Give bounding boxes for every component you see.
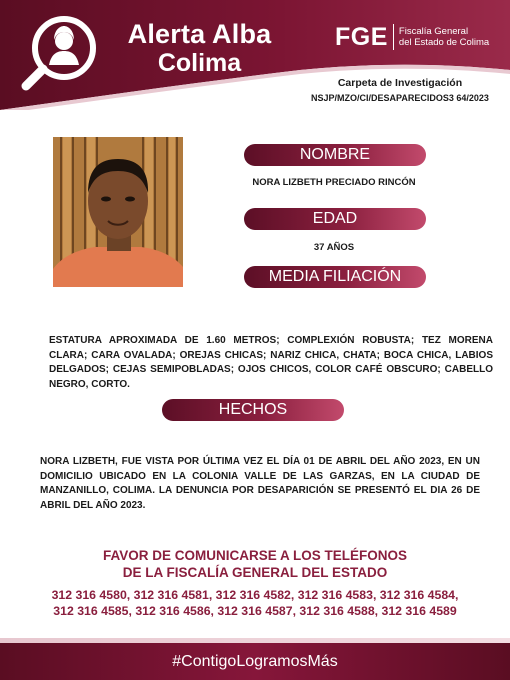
missing-person-photo xyxy=(53,137,183,287)
nombre-heading: NOMBRE xyxy=(244,144,426,166)
footer-hashtag: #ContigoLogramosMás xyxy=(172,653,338,670)
agency-name-line2: del Estado de Colima xyxy=(398,37,490,48)
contact-line1: FAVOR DE COMUNICARSE A LOS TELÉFONOS xyxy=(102,548,407,563)
person-age: 37 AÑOS xyxy=(313,242,355,253)
alert-title: Alerta Alba xyxy=(127,19,272,49)
person-name: NORA LIZBETH PRECIADO RINCÓN xyxy=(252,177,416,188)
agency-name xyxy=(399,26,499,48)
footer-bar xyxy=(0,643,510,680)
hechos-text: NORA LIZBETH, FUE VISTA POR ÚLTIMA VEZ EL DÍA 01 DE ABRIL DEL AÑO 2023, EN UN DOMICILIO UBICADO EN LA COLONIA VALLE DE LAS GARZAS, EN LA CIUDAD DE MANZANILLO, COLIMA. LA DENUNCIA POR DESAPARICIÓN SE PRESENTÓ EL DIA 26 DE ABRIL DEL AÑO 2023. xyxy=(40,456,480,511)
edad-heading: EDAD xyxy=(244,208,426,230)
magnifier-person-icon xyxy=(18,10,102,94)
agency-divider xyxy=(393,24,394,50)
case-label: Carpeta de Investigación xyxy=(337,77,463,89)
case-info xyxy=(290,76,510,105)
media-filiacion-heading: MEDIA FILIACIÓN xyxy=(244,266,426,288)
case-number: NSJP/MZO/CI/DESAPARECIDOS3 64/2023 xyxy=(311,93,489,103)
agency-logo xyxy=(335,24,499,50)
agency-name-line1: Fiscalía General xyxy=(398,26,469,37)
alert-subtitle: Colima xyxy=(157,49,242,77)
hechos-heading: HECHOS xyxy=(162,399,344,421)
contact-line2: DE LA FISCALÍA GENERAL DEL ESTADO xyxy=(122,565,388,580)
phone-list: 312 316 4580, 312 316 4581, 312 316 4582, 312 316 4583, 312 316 4584, 312 316 4585, 312 316 4586, 312 316 4587, 312 316 4588, 312 316 4589 xyxy=(51,588,459,618)
contact-instructions xyxy=(80,547,430,581)
agency-abbr: FGE xyxy=(335,23,388,51)
media-filiacion-text: ESTATURA APROXIMADA DE 1.60 METROS; COMPLEXIÓN ROBUSTA; TEZ MORENA CLARA; CARA OVALADA; OREJAS CHICAS; NARIZ CHICA, CHATA; BOCA CHICA, LABIOS DELGADOS; CEJAS SEMIPOBLADAS; OJOS CHICOS, COLOR CAFÉ OBSCURO; CABELLO NEGRO, CORTO. xyxy=(49,335,493,390)
